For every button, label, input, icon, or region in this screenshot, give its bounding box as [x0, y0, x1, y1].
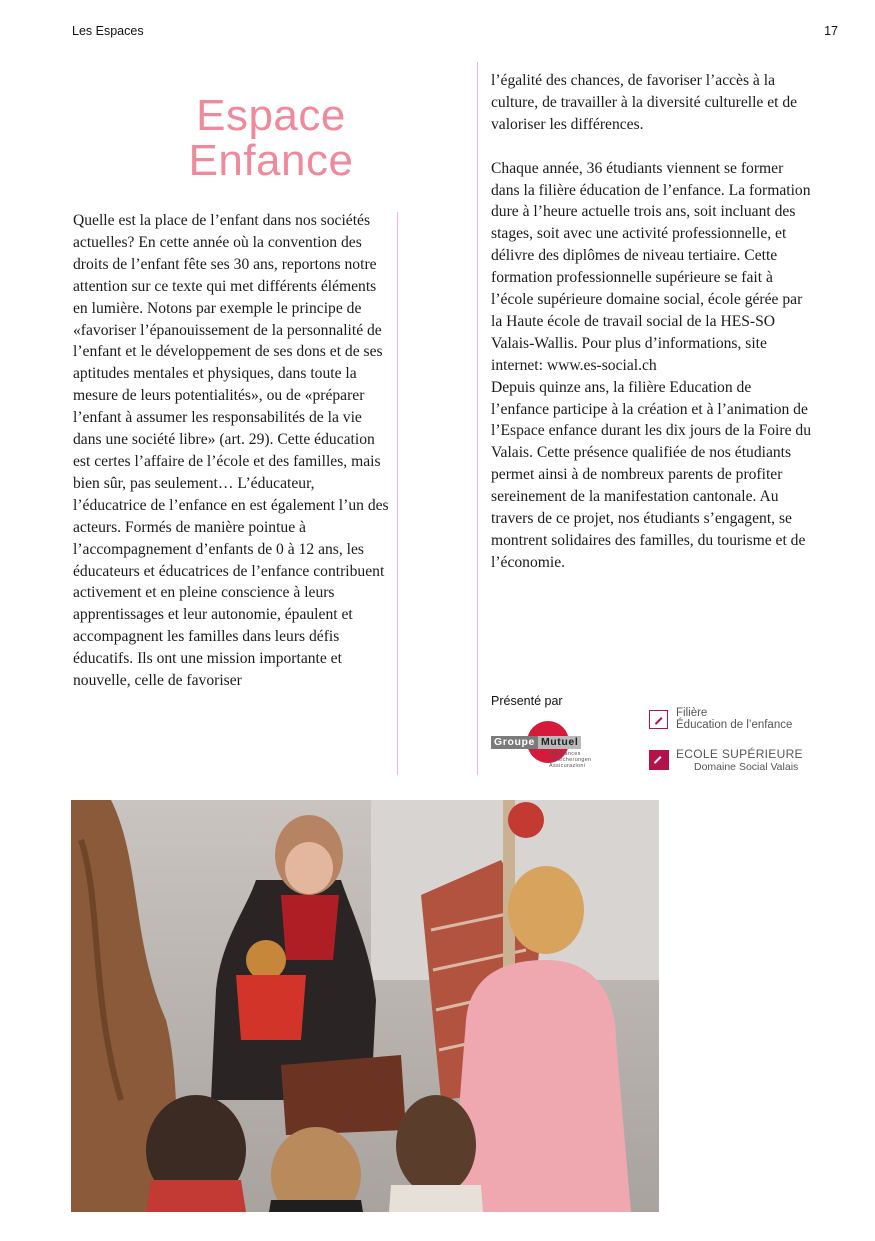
filiere-line-1: Filière [676, 707, 708, 719]
title-line-1: Espace [196, 91, 346, 141]
filiere-line-2: Éducation de l’enfance [676, 719, 793, 731]
paragraph: l’égalité des chances, de favoriser l’accès à la culture, de travailler à la diversité culturelle et de valoriser les différences. [491, 72, 798, 133]
body-column-left [73, 210, 391, 692]
logo-wordmark: Groupe Mutuel [491, 736, 581, 749]
paragraph: Chaque année, 36 étudiants viennent se former dans la filière éducation de l’enfance. La formation dure à l’heure actuelle trois ans, soit incluant des stages, soit avec une activité professionnelle, et délivre des diplômes de niveau tertiaire. Cette formation professionnelle supérieure se fait à l’école supérieure domaine social, école gérée par la Haute école de travail social de la HES-SO Valais-Wallis. Pour plus d’informations, site internet: www.es-social.ch [491, 159, 811, 374]
ecole-line-1: ECOLE SUPÉRIEURE [676, 747, 803, 761]
photo-illustration [71, 800, 659, 1212]
paragraph: Depuis quinze ans, la filière Education de l’enfance participe à la création et à l’animation de l’Espace enfance durant les dix jours de la Foire du Valais. Cette présence qualifiée de nos étudiants permet ainsi à de nombreux parents de profiter sereinement de la manifestation cantonale. Au travers de ce projet, nos étudiants s’engagent, se montrent solidaires des familles, du tourisme et de l’économie. [491, 378, 811, 571]
page-title [72, 91, 470, 186]
paragraph: Quelle est la place de l’enfant dans nos sociétés actuelles? En cette année où la convention des droits de l’enfant fête ses 30 ans, reportons notre attention sur ce texte qui met différents éléments en lumière. Notons par exemple le principe de «favoriser l’épanouissement de la personnalité de l’enfant et le développement de ses dons et de ses aptitudes mentales et physiques, dans toute la mesure de leurs potentialités», ou de «préparer l’enfant à assumer les responsabilités de la vie dans une société libre» (art. 29). Cette éducation est certes l’affaire de l’école et des familles, mais bien sûr, pas seulement… L’éducateur, l’éducatrice de l’enfance en est également l’un des acteurs. Formés de manière pointue à l’accompagnement d’enfants de 0 à 12 ans, les éducateurs et éducatrices de l’enfance contribuent activement et en pleine conscience à leurs apprentissages et leur autonomie, épaulent et accompagnent les familles dans leurs défis éducatifs. Ils ont une mission importante et nouvelle, celle de favoriser [73, 212, 389, 690]
column-divider-left [397, 212, 398, 775]
section-label: Les Espaces [72, 24, 144, 38]
filiere-mark-icon [649, 710, 668, 729]
logo-subtitle: Assurances Versicherungen Assicurazioni [549, 751, 592, 769]
column-divider-middle [477, 62, 478, 775]
ecole-mark-icon [649, 750, 669, 770]
page-number: 17 [824, 24, 838, 38]
presented-by-label: Présenté par [491, 694, 563, 708]
ecole-line-2: Domaine Social Valais [694, 761, 799, 773]
title-line-2: Enfance [188, 136, 354, 186]
photo-children-storytelling [71, 800, 659, 1212]
groupe-mutuel-logo [491, 721, 611, 777]
body-column-right [491, 70, 811, 574]
